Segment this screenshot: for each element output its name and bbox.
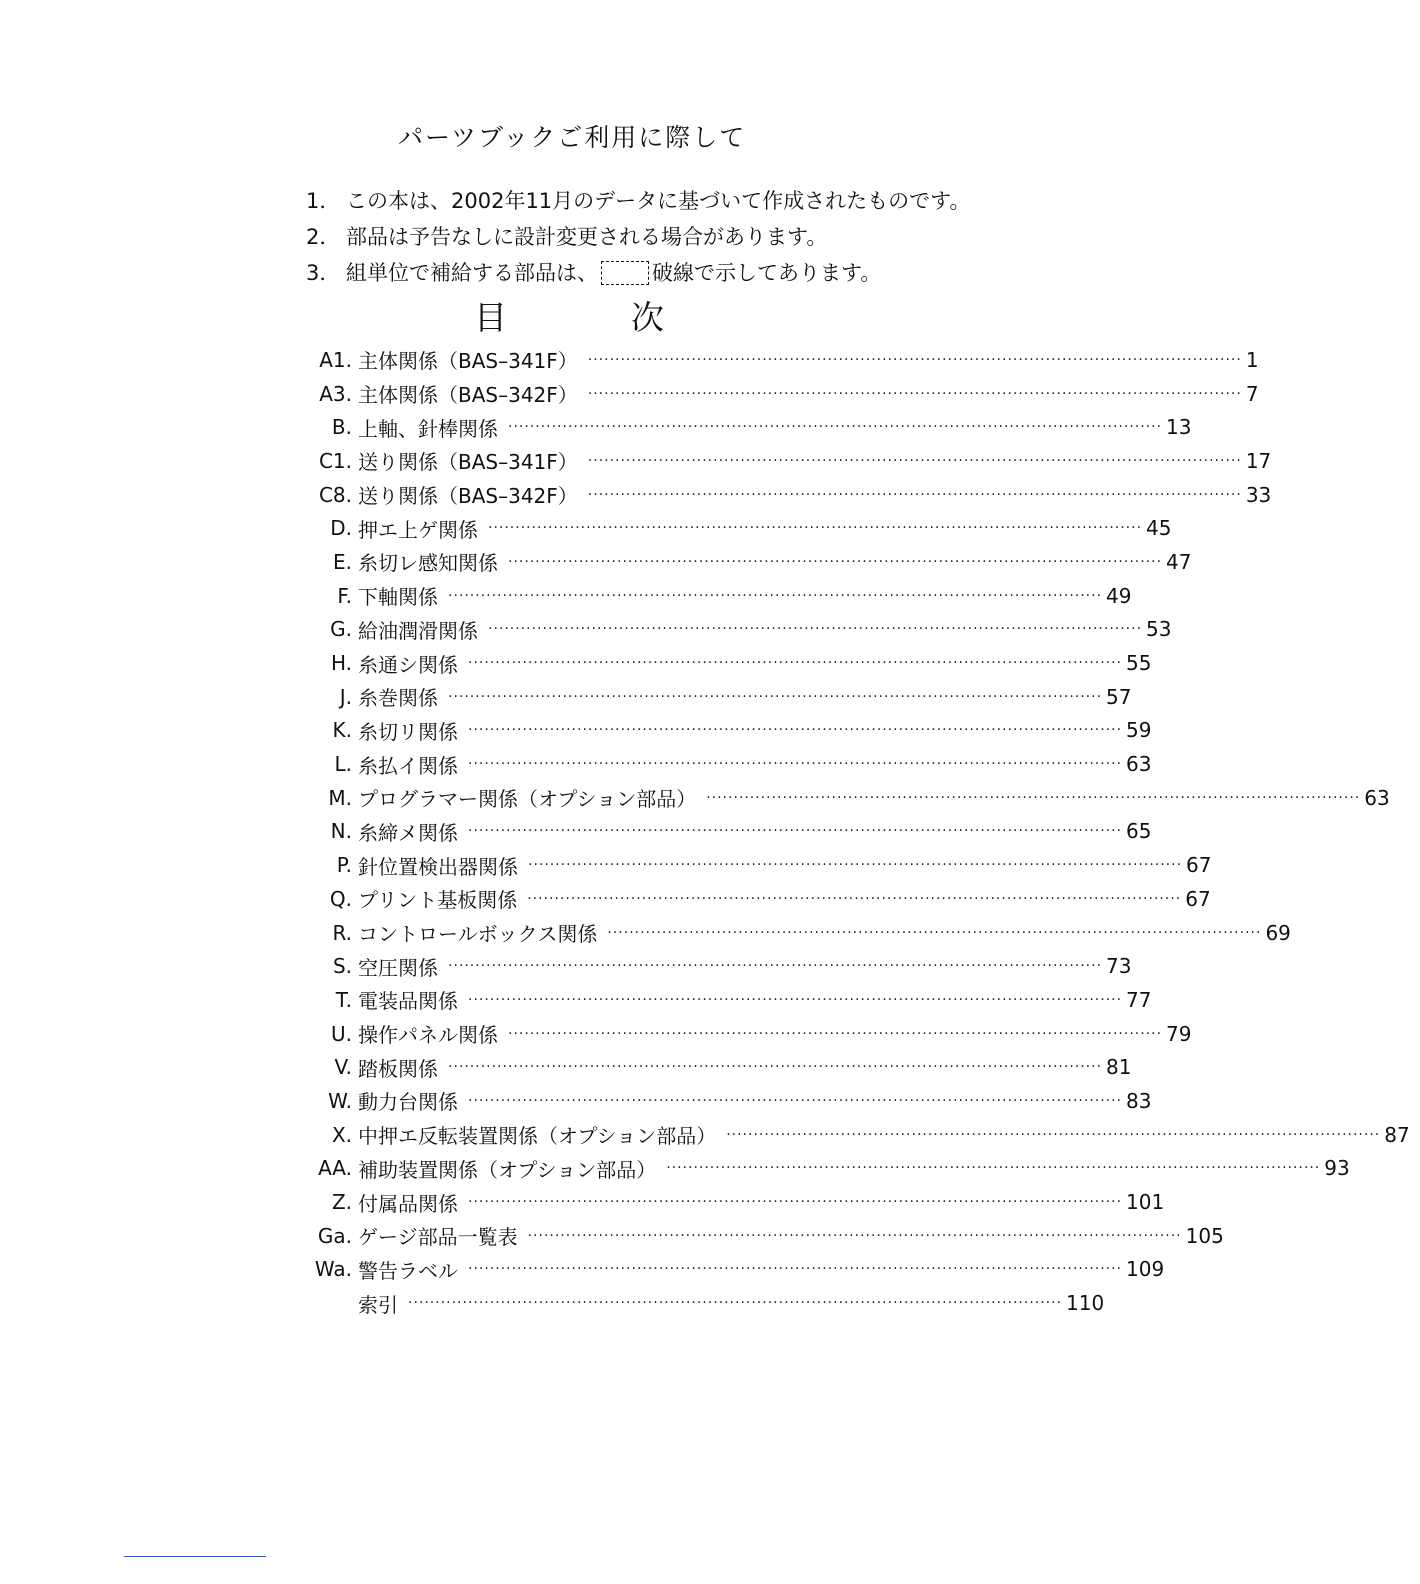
toc-entry-page: 63 <box>1364 785 1390 810</box>
toc-entry-label: 送り関係（BAS–342F） <box>358 484 578 509</box>
toc-entry <box>300 916 1291 950</box>
toc-entry-code: H. <box>330 651 352 676</box>
toc-leader-dots: ························································································································ <box>587 452 1242 469</box>
toc-entry-page: 57 <box>1106 684 1132 709</box>
toc-entry-code: Q. <box>329 886 352 911</box>
toc-leader-dots: ························································································································ <box>408 1295 1063 1312</box>
toc-entry-page: 7 <box>1245 381 1259 406</box>
toc-entry-label: 踏板関係 <box>358 1056 438 1081</box>
toc-entry-code: L. <box>334 752 352 777</box>
toc-entry-code: Z. <box>331 1190 352 1215</box>
toc-entry <box>300 343 1259 377</box>
toc-entry-page: 67 <box>1185 886 1211 911</box>
toc-entry <box>300 1185 1165 1219</box>
toc-entry-label: 下軸関係 <box>358 585 438 610</box>
toc-entry <box>300 646 1152 680</box>
toc-entry-code: Wa. <box>314 1257 352 1282</box>
toc-entry <box>300 1084 1152 1118</box>
toc-entry <box>300 1219 1224 1253</box>
toc-entry <box>300 781 1390 815</box>
toc-entry <box>300 882 1211 916</box>
toc-entry-label: 付属品関係 <box>358 1191 458 1216</box>
toc-entry-code: X. <box>331 1122 352 1147</box>
toc-leader-dots: ························································································································ <box>468 1261 1123 1278</box>
table-of-contents <box>300 343 1410 1320</box>
toc-entry-label: 中押エ反転装置関係（オプション部品） <box>358 1124 717 1149</box>
toc-entry-label: 糸払イ関係 <box>358 753 458 778</box>
footer-rule <box>124 1556 266 1557</box>
toc-entry-code: A1. <box>319 347 352 372</box>
toc-entry <box>300 848 1212 882</box>
note-number: 2． <box>306 225 341 249</box>
toc-entry-code: C8. <box>318 482 352 507</box>
toc-entry-code: F. <box>337 583 352 608</box>
toc-entry-page: 1 <box>1245 347 1259 372</box>
toc-leader-dots: ························································································································ <box>726 1126 1381 1143</box>
toc-entry-label: プリント基板関係 <box>358 888 518 913</box>
toc-entry-label: 針位置検出器関係 <box>358 854 518 879</box>
toc-entry-label: 送り関係（BAS–341F） <box>358 450 578 475</box>
toc-leader-dots: ························································································································ <box>508 1025 1163 1042</box>
toc-entry-label: プログラマー関係（オプション部品） <box>358 787 697 812</box>
toc-entry <box>300 983 1152 1017</box>
toc-entry-code: J. <box>339 684 352 709</box>
toc-entry-label: 電装品関係 <box>358 989 458 1014</box>
toc-leader-dots: ························································································································ <box>508 553 1163 570</box>
usage-notes <box>306 183 970 291</box>
toc-leader-dots: ························································································································ <box>468 655 1123 672</box>
page-heading: パーツブックご利用に際して <box>398 123 747 152</box>
toc-leader-dots: ························································································································ <box>587 351 1242 368</box>
toc-entry-label: 糸巻関係 <box>358 686 438 711</box>
note-item <box>306 219 970 255</box>
toc-title <box>474 292 664 339</box>
toc-entry-code: C1. <box>318 448 352 473</box>
toc-entry-code: P. <box>336 853 352 878</box>
toc-entry-label: 糸締メ関係 <box>358 820 458 845</box>
toc-entry <box>300 545 1192 579</box>
toc-entry-page: 69 <box>1265 920 1291 945</box>
toc-leader-dots: ························································································································ <box>527 1227 1182 1244</box>
toc-entry <box>300 1017 1192 1051</box>
toc-entry-page: 73 <box>1106 954 1132 979</box>
toc-entry-label: 動力台関係 <box>358 1090 458 1115</box>
toc-entry-label: 上軸、針棒関係 <box>358 416 498 441</box>
toc-entry-page: 63 <box>1126 752 1152 777</box>
dashed-box-symbol <box>601 261 649 285</box>
toc-leader-dots: ························································································································ <box>468 722 1123 739</box>
toc-leader-dots: ························································································································ <box>468 756 1123 773</box>
toc-leader-dots: ························································································································ <box>488 520 1143 537</box>
toc-leader-dots: ························································································································ <box>468 1194 1123 1211</box>
toc-leader-dots: ························································································································ <box>448 958 1103 975</box>
toc-entry-label: 糸切リ関係 <box>358 719 458 744</box>
toc-entry-page: 87 <box>1384 1122 1410 1147</box>
toc-entry-page: 13 <box>1166 415 1192 440</box>
toc-entry-label: コントロールボックス関係 <box>358 922 598 947</box>
toc-entry <box>300 747 1152 781</box>
toc-entry-label: 操作パネル関係 <box>358 1023 498 1048</box>
toc-entry-page: 45 <box>1146 516 1172 541</box>
toc-entry-page: 105 <box>1185 1223 1224 1248</box>
toc-entry-page: 33 <box>1245 482 1272 507</box>
toc-leader-dots: ························································································································ <box>527 890 1182 907</box>
toc-entry-code: D. <box>330 516 352 541</box>
toc-entry-code: W. <box>328 1088 352 1113</box>
toc-leader-dots: ························································································································ <box>448 587 1103 604</box>
toc-leader-dots: ························································································································ <box>587 385 1242 402</box>
toc-entry-page: 55 <box>1126 651 1152 676</box>
toc-leader-dots: ························································································································ <box>468 823 1123 840</box>
toc-entry-page: 83 <box>1126 1088 1152 1113</box>
toc-entry-code: B. <box>331 415 352 440</box>
toc-entry <box>300 511 1172 545</box>
toc-entry-page: 67 <box>1186 853 1212 878</box>
toc-entry <box>300 1152 1350 1186</box>
toc-entry-code: G. <box>330 617 352 642</box>
toc-entry-code: N. <box>330 819 352 844</box>
toc-entry-page: 81 <box>1106 1055 1132 1080</box>
toc-entry-code: AA. <box>318 1156 352 1181</box>
toc-entry-label: 主体関係（BAS–342F） <box>358 383 578 408</box>
toc-entry <box>300 714 1152 748</box>
toc-entry-page: 17 <box>1245 448 1272 473</box>
toc-entry-label: 給油潤滑関係 <box>358 618 478 643</box>
toc-entry-label: 糸切レ感知関係 <box>358 551 498 576</box>
toc-entry-page: 53 <box>1146 617 1172 642</box>
toc-entry-page: 101 <box>1126 1190 1165 1215</box>
toc-entry-page: 47 <box>1166 549 1192 574</box>
toc-entry-code: Ga. <box>317 1223 352 1248</box>
toc-leader-dots: ························································································································ <box>528 857 1183 874</box>
toc-entry-label: 糸通シ関係 <box>358 652 458 677</box>
note-text: 部品は予告なしに設計変更される場合があります。 <box>346 225 828 249</box>
note-item <box>306 255 970 291</box>
toc-entry-label: ゲージ部品一覧表 <box>358 1225 518 1250</box>
toc-entry-label: 警告ラベル <box>358 1258 458 1283</box>
toc-leader-dots: ························································································································ <box>706 789 1361 806</box>
toc-entry <box>300 949 1132 983</box>
toc-entry-label: 主体関係（BAS–341F） <box>358 349 578 374</box>
toc-entry <box>300 478 1272 512</box>
note-text-after: 破線で示してあります。 <box>652 261 882 285</box>
toc-entry-code: R. <box>332 920 352 945</box>
note-number: 1． <box>306 189 341 213</box>
toc-entry-page: 49 <box>1106 583 1132 608</box>
toc-entry-code: A3. <box>319 381 352 406</box>
toc-entry-code: S. <box>332 954 352 979</box>
toc-entry-code: T. <box>335 987 352 1012</box>
toc-entry-page: 59 <box>1126 718 1152 743</box>
note-text-before: 組単位で補給する部品は、 <box>346 261 598 285</box>
toc-entry-page: 65 <box>1126 819 1152 844</box>
toc-entry <box>300 444 1272 478</box>
toc-leader-dots: ························································································································ <box>468 991 1123 1008</box>
toc-entry-code: E. <box>333 549 352 574</box>
toc-entry-label: 索引 <box>358 1292 398 1317</box>
toc-entry-code: K. <box>332 718 352 743</box>
toc-entry-page: 110 <box>1066 1291 1105 1316</box>
toc-title-left: 目 <box>474 298 507 337</box>
note-text: この本は、2002年11月のデータに基づいて作成されたものです。 <box>346 189 971 213</box>
toc-entry <box>300 815 1152 849</box>
toc-entry-page: 77 <box>1126 987 1152 1012</box>
toc-entry-label: 補助装置関係（オプション部品） <box>358 1157 657 1182</box>
toc-entry-label: 押エ上ゲ関係 <box>358 517 478 542</box>
note-item <box>306 183 970 219</box>
toc-leader-dots: ························································································································ <box>448 1059 1103 1076</box>
toc-entry-code: M. <box>328 785 352 810</box>
toc-leader-dots: ························································································································ <box>448 688 1103 705</box>
toc-entry <box>300 1118 1410 1152</box>
toc-entry <box>300 377 1259 411</box>
toc-title-right: 次 <box>631 298 664 337</box>
toc-leader-dots: ························································································································ <box>587 486 1242 503</box>
toc-entry <box>300 613 1172 647</box>
toc-leader-dots: ························································································································ <box>666 1160 1321 1177</box>
toc-entry <box>300 1286 1105 1320</box>
toc-entry-code: V. <box>334 1055 352 1080</box>
note-number: 3． <box>306 261 341 285</box>
toc-leader-dots: ························································································································ <box>488 621 1143 638</box>
toc-leader-dots: ························································································································ <box>607 924 1262 941</box>
toc-entry-page: 93 <box>1324 1156 1350 1181</box>
toc-entry-code: U. <box>331 1021 352 1046</box>
toc-entry <box>300 680 1132 714</box>
toc-entry <box>300 410 1192 444</box>
toc-entry <box>300 579 1132 613</box>
toc-entry <box>300 1253 1165 1287</box>
toc-entry-page: 79 <box>1166 1021 1192 1046</box>
toc-entry <box>300 1050 1132 1084</box>
toc-leader-dots: ························································································································ <box>468 1092 1123 1109</box>
toc-leader-dots: ························································································································ <box>508 419 1163 436</box>
toc-entry-label: 空圧関係 <box>358 955 438 980</box>
toc-entry-page: 109 <box>1126 1257 1165 1282</box>
